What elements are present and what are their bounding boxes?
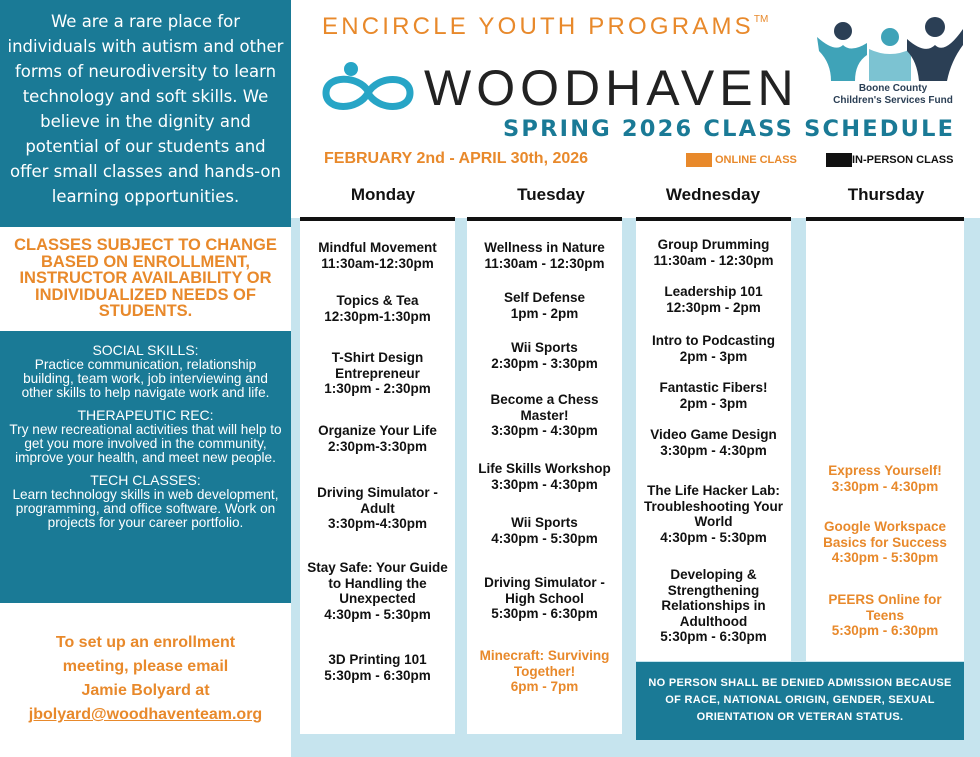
class-entry <box>467 290 622 321</box>
class-entry <box>300 652 455 683</box>
schedule-title: SPRING 2026 CLASS SCHEDULE <box>503 116 956 142</box>
class-entry <box>300 560 455 622</box>
class-title: Group Drumming <box>657 237 770 252</box>
class-time: 3:30pm-4:30pm <box>327 516 428 531</box>
class-time: 6pm - 7pm <box>510 679 579 694</box>
class-title: Driving Simulator - High School <box>484 575 605 606</box>
class-entry <box>636 567 791 645</box>
boone-county-people-logo-icon <box>815 15 965 81</box>
enroll-line-1: To set up an enrollment <box>55 634 236 651</box>
class-time: 11:30am-12:30pm <box>321 255 434 271</box>
tech-classes-text: Learn technology skills in web development, programming, and office software. Work on projects for your career portfolio. <box>12 487 279 530</box>
class-title: Self Defense <box>503 290 586 305</box>
class-time: 3:30pm - 4:30pm <box>491 423 598 438</box>
social-skills-block <box>8 343 283 400</box>
woodhaven-wordmark <box>424 58 799 118</box>
class-title: Google Workspace Basics for Success <box>823 519 947 550</box>
day-header-monday: Monday <box>350 185 416 204</box>
class-time: 11:30am - 12:30pm <box>653 252 774 268</box>
class-time: 1:30pm - 2:30pm <box>324 381 431 396</box>
class-entry <box>467 648 622 695</box>
day-header-wednesday: Wednesday <box>665 185 761 204</box>
term-dates: FEBRUARY 2nd - APRIL 30th, 2026 <box>324 150 589 167</box>
enrollment-contact <box>0 603 291 757</box>
class-time: 2:30pm-3:30pm <box>327 438 428 454</box>
wordmark-wood: WOOD <box>424 60 606 116</box>
class-entry <box>636 237 791 268</box>
class-time: 12:30pm-1:30pm <box>324 308 431 324</box>
class-entry <box>300 240 455 271</box>
enroll-email-link[interactable]: jbolyard@woodhaventeam.org <box>28 706 263 723</box>
class-title: Mindful Movement <box>318 240 437 255</box>
class-time: 3:30pm - 4:30pm <box>491 476 598 492</box>
classes-subject-to-change-notice: CLASSES SUBJECT TO CHANGE BASED ON ENROLLMENT, INSTRUCTOR AVAILABILITY OR INDIVIDUALIZED NEEDS OF STUDENTS. <box>4 231 287 327</box>
class-title: Intro to Podcasting <box>652 333 775 348</box>
class-entry <box>300 293 455 324</box>
class-entry <box>467 392 622 439</box>
class-title: Video Game Design <box>650 427 777 442</box>
class-title: Developing & Strengthening Relationships in Adulthood <box>661 567 766 629</box>
class-time: 3:30pm - 4:30pm <box>831 478 939 494</box>
class-title: Driving Simulator - Adult <box>317 485 438 516</box>
in-person-label: IN-PERSON CLASS <box>852 154 954 166</box>
class-entry <box>467 461 622 492</box>
class-entry <box>300 350 455 397</box>
class-entry <box>467 240 622 271</box>
legend-online <box>686 153 797 167</box>
class-title: Fantastic Fibers! <box>659 380 768 395</box>
class-time: 5:30pm - 6:30pm <box>660 629 767 644</box>
class-entry <box>806 463 964 494</box>
in-person-swatch <box>826 153 852 167</box>
class-title: Topics & Tea <box>336 293 419 308</box>
program-areas <box>0 331 291 603</box>
class-title: Express Yourself! <box>828 463 942 478</box>
day-column-wednesday <box>636 221 791 661</box>
day-header-thursday: Thursday <box>847 185 925 204</box>
day-column-tuesday <box>467 221 622 734</box>
enroll-line-3: Jamie Bolyard at <box>81 682 210 699</box>
therapeutic-rec-heading: THERAPEUTIC REC: <box>77 407 214 423</box>
class-entry <box>467 515 622 546</box>
class-time: 11:30am - 12:30pm <box>484 255 605 271</box>
class-entry <box>636 380 791 411</box>
encircle-youth-programs-title <box>322 13 768 41</box>
class-title: Organize Your Life <box>318 423 437 438</box>
social-skills-heading: SOCIAL SKILLS: <box>92 342 199 358</box>
online-label: ONLINE CLASS <box>715 154 797 166</box>
class-time: 2:30pm - 3:30pm <box>491 355 598 371</box>
class-time: 1pm - 2pm <box>510 305 579 321</box>
tech-classes-heading: TECH CLASSES: <box>90 472 201 488</box>
class-entry <box>636 333 791 364</box>
class-title: The Life Hacker Lab: Troubleshooting Your World <box>644 483 783 529</box>
class-title: 3D Printing 101 <box>328 652 427 667</box>
class-time: 4:30pm - 5:30pm <box>660 529 767 545</box>
wordmark-haven: HAVEN <box>605 60 799 116</box>
partner-line-1: Boone County <box>858 83 928 94</box>
class-time: 2pm - 3pm <box>679 348 748 364</box>
class-time: 4:30pm - 5:30pm <box>491 530 598 546</box>
class-time: 5:30pm - 6:30pm <box>324 667 431 683</box>
class-entry <box>467 340 622 371</box>
class-time: 5:30pm - 6:30pm <box>491 606 598 621</box>
boone-county-label <box>818 83 968 107</box>
social-skills-text: Practice communication, relationship building, team work, job interviewing and other skills to help navigate work and life. <box>21 357 270 400</box>
class-entry <box>467 575 622 622</box>
class-title: T-Shirt Design Entrepreneur <box>331 350 424 381</box>
class-time: 4:30pm - 5:30pm <box>324 606 431 622</box>
left-sidebar <box>0 0 291 757</box>
class-time: 5:30pm - 6:30pm <box>831 623 939 638</box>
class-entry <box>806 519 964 566</box>
therapeutic-rec-block <box>8 408 283 465</box>
partner-line-2: Children's Services Fund <box>833 95 953 106</box>
woodhaven-infinity-logo-icon <box>318 55 418 115</box>
class-title: PEERS Online for Teens <box>828 592 942 623</box>
class-time: 2pm - 3pm <box>679 395 748 411</box>
class-time: 4:30pm - 5:30pm <box>831 550 939 565</box>
day-column-thursday <box>806 221 964 661</box>
trademark-mark: TM <box>753 14 769 25</box>
class-title: Become a Chess Master! <box>490 392 599 423</box>
brand-top-text: ENCIRCLE YOUTH PROGRAMS <box>322 13 754 40</box>
class-title: Wii Sports <box>511 340 578 355</box>
class-title: Leadership 101 <box>664 284 763 299</box>
non-discrimination-statement: NO PERSON SHALL BE DENIED ADMISSION BECAUSE OF RACE, NATIONAL ORIGIN, GENDER, SEXUAL ORIENTATION OR VETERAN STATUS. <box>636 662 964 740</box>
class-entry <box>300 423 455 454</box>
day-header-tuesday: Tuesday <box>517 185 585 204</box>
class-title: Stay Safe: Your Guide to Handling the Unexpected <box>307 560 448 606</box>
class-entry <box>636 483 791 545</box>
class-title: Wellness in Nature <box>484 240 605 255</box>
tech-classes-block <box>8 473 283 530</box>
class-time: 12:30pm - 2pm <box>666 299 761 315</box>
legend-in-person <box>826 153 953 167</box>
class-entry <box>636 427 791 458</box>
day-column-monday <box>300 221 455 734</box>
class-entry <box>806 592 964 639</box>
online-swatch <box>686 153 712 167</box>
class-title: Wii Sports <box>511 515 578 530</box>
class-time: 3:30pm - 4:30pm <box>660 442 767 458</box>
therapeutic-rec-text: Try new recreational activities that will help to get you more involved in the community, improve your health, and meet new people. <box>9 422 282 465</box>
class-entry <box>300 485 455 532</box>
class-entry <box>636 284 791 315</box>
enroll-line-2: meeting, please email <box>62 658 229 675</box>
intro-text: We are a rare place for individuals with autism and other forms of neurodiversity to learn technology and soft skills. We believe in the dignity and potential of our students and offer small classes and hands-on learning opportunities. <box>0 0 291 227</box>
class-title: Minecraft: Surviving Together! <box>479 648 610 679</box>
class-title: Life Skills Workshop <box>478 461 611 476</box>
